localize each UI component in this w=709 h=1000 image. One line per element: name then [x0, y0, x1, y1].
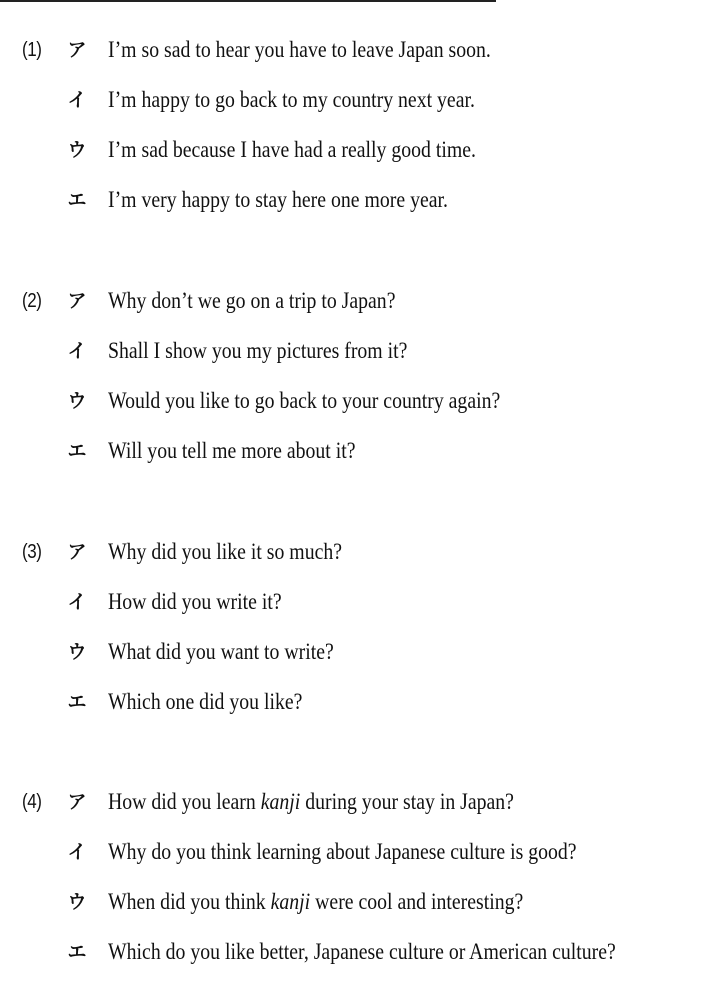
answer-option-i[interactable] [0, 582, 709, 622]
option-text: I’m sad because I have had a really good time. [108, 137, 476, 162]
option-text [108, 782, 514, 822]
option-text: How did you write it? [108, 589, 282, 614]
option-marker: ア [67, 290, 87, 312]
answer-option-e[interactable] [0, 431, 709, 471]
option-text: What did you want to write? [108, 639, 334, 664]
answer-option-i[interactable] [0, 80, 709, 120]
answer-option-u[interactable] [0, 632, 709, 672]
option-text: Which one did you like? [108, 689, 303, 714]
option-marker: イ [67, 340, 87, 362]
answer-option-e[interactable] [0, 180, 709, 220]
answer-option-a[interactable] [0, 281, 709, 321]
option-marker: エ [67, 440, 87, 462]
option-marker: エ [67, 691, 87, 713]
option-text: Why do you think learning about Japanese culture is good? [108, 839, 577, 864]
option-text-before: How did you learn [108, 789, 261, 814]
option-text: I’m so sad to hear you have to leave Japan soon. [108, 37, 491, 62]
question-number: (2) [22, 290, 42, 312]
top-divider [0, 0, 496, 2]
answer-option-a[interactable] [0, 532, 709, 572]
option-marker: イ [67, 841, 87, 863]
question-number: (3) [22, 541, 42, 563]
option-text-italic: kanji [260, 789, 301, 814]
answer-option-a[interactable] [0, 782, 709, 822]
option-text: Why did you like it so much? [108, 539, 343, 564]
option-text: Shall I show you my pictures from it? [108, 338, 408, 363]
answer-option-u[interactable] [0, 882, 709, 922]
option-marker: エ [67, 189, 87, 211]
answer-option-a[interactable] [0, 30, 709, 70]
option-marker: ア [67, 541, 87, 563]
option-text: Why don’t we go on a trip to Japan? [108, 288, 396, 313]
option-marker: ア [67, 39, 87, 61]
answer-option-u[interactable] [0, 381, 709, 421]
answer-option-i[interactable] [0, 331, 709, 371]
option-marker: イ [67, 591, 87, 613]
option-text: Would you like to go back to your country again? [108, 388, 501, 413]
option-marker: ウ [67, 390, 87, 412]
option-text-after: during your stay in Japan? [300, 789, 514, 814]
option-text-before: When did you think [108, 889, 271, 914]
option-marker: エ [67, 941, 87, 963]
option-text [108, 882, 523, 922]
option-text: Which do you like better, Japanese culture or American culture? [108, 939, 616, 964]
answer-option-e[interactable] [0, 932, 709, 972]
question-number: (4) [22, 791, 42, 813]
option-text: I’m happy to go back to my country next year. [108, 87, 475, 112]
answer-option-e[interactable] [0, 682, 709, 722]
option-text: Will you tell me more about it? [108, 438, 356, 463]
option-marker: ウ [67, 139, 87, 161]
answer-option-i[interactable] [0, 832, 709, 872]
option-text: I’m very happy to stay here one more year. [108, 187, 448, 212]
option-marker: イ [67, 89, 87, 111]
option-marker: ウ [67, 641, 87, 663]
question-number: (1) [22, 39, 42, 61]
option-marker: ア [67, 791, 87, 813]
answer-option-u[interactable] [0, 130, 709, 170]
option-text-italic: kanji [270, 889, 311, 914]
option-marker: ウ [67, 891, 87, 913]
option-text-after: were cool and interesting? [310, 889, 524, 914]
